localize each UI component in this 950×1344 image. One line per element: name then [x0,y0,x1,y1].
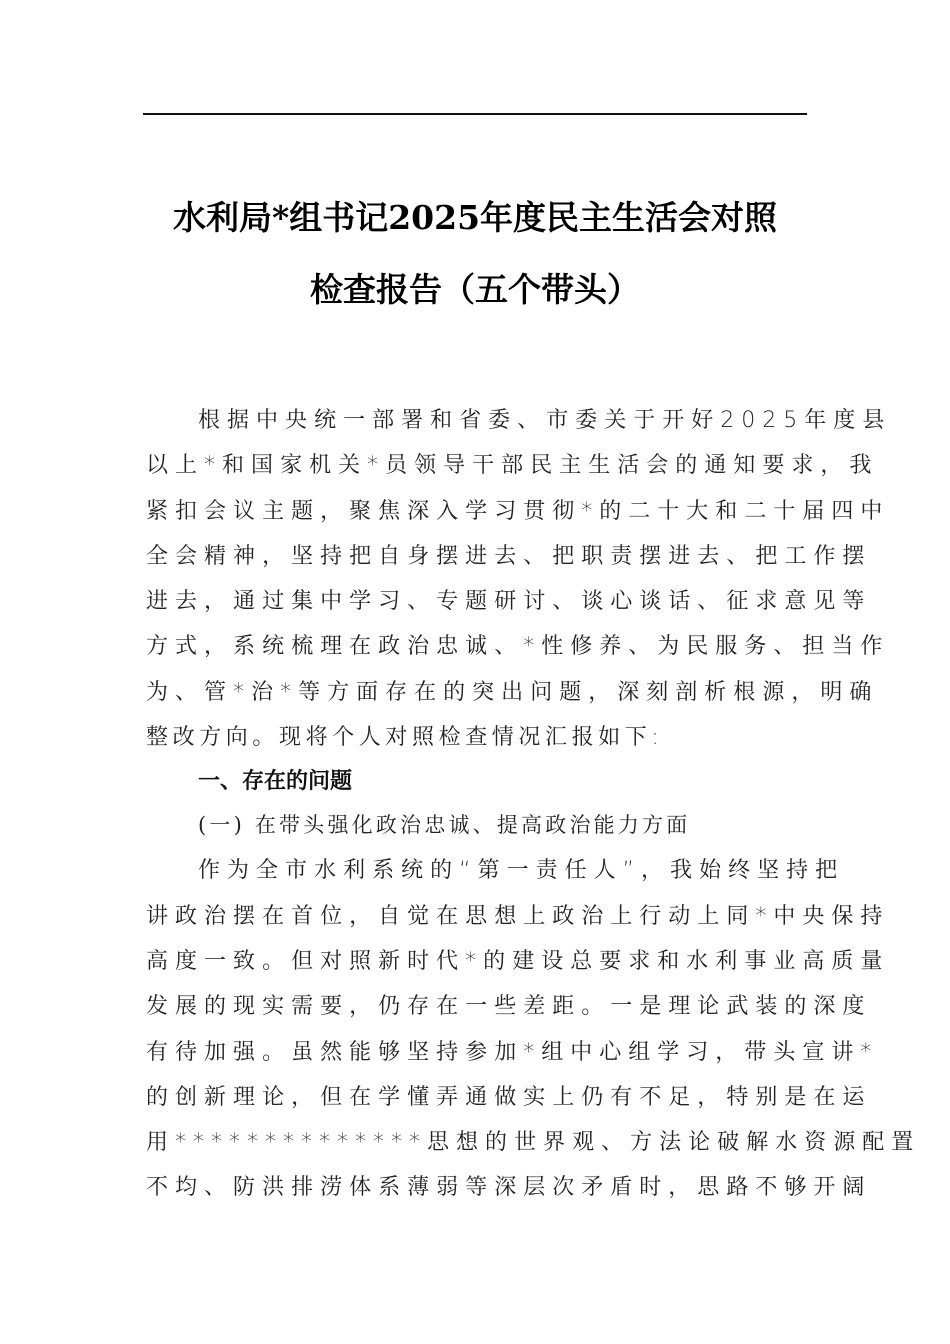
intro-line: 整改方向。现将个人对照检查情况汇报如下: [146,725,664,751]
section-line: 讲 政 治 摆 在 首 位 ， 自 觉 在 思 想 上 政 治 上 行 动 上 同 * 中 央 保 持 [146,903,883,929]
intro-line: 紧 扣 会 议 主 题 ， 聚 焦 深 入 学 习 贯 彻 * 的 二 十 大 和 二 十 届 四 中 [146,498,883,524]
intro-line: 根 据 中 央 统 一 部 署 和 省 委 、 市 委 关 于 开 好 2 0 2 5 年 度 县 [198,408,885,433]
section-line: 高 度 一 致 。 但 对 照 新 时 代 * 的 建 设 总 要 求 和 水 利 事 业 高 质 量 [146,948,883,974]
document-title-line-1: 水利局*组书记2025年度民主生活会对照 [172,198,778,237]
document-body [146,398,914,1211]
intro-line: 全 会 精 神 ， 坚 持 把 自 身 摆 进 去 、 把 职 责 摆 进 去 、 把 工 作 摆 [146,543,865,569]
section-line: 的 创 新 理 论 ， 但 在 学 懂 弄 通 做 实 上 仍 有 不 足 ， 特 别 是 在 运 [146,1084,865,1110]
section-line: 发 展 的 现 实 需 要 ， 仍 存 在 一 些 差 距 。 一 是 理 论 武 装 的 深 度 [146,994,865,1020]
section-line: 不 均 、 防 洪 排 涝 体 系 薄 弱 等 深 层 次 矛 盾 时 ， 思 路 不 够 开 阔 [146,1175,865,1201]
intro-line: 为 、 管 * 治 * 等 方 面 存 在 的 突 出 问 题 ， 深 刻 剖 析 根 源 ， 明 确 [146,679,872,705]
intro-line: 进 去 ， 通 过 集 中 学 习 、 专 题 研 讨 、 谈 心 谈 话 、 征 求 意 见 等 [146,589,865,615]
subsection-heading: (一) 在带头强化政治忠诚、提高政治能力方面 [198,813,691,838]
document-title-line-2: 检查报告（五个带头） [310,270,640,309]
header-rule [143,113,807,115]
section-line: 有 待 加 强 。 虽 然 能 够 坚 持 参 加 * 组 中 心 组 学 习 ， 带 头 宣 讲 * [146,1039,872,1065]
section-heading: 一、存在的问题 [198,769,353,795]
section-line: 作 为 全 市 水 利 系 统 的 “ 第 一 责 任 人 ” ， 我 始 终 坚 持 把 [198,858,838,884]
intro-line: 以 上 * 和 国 家 机 关 * 员 领 导 干 部 民 主 生 活 会 的 通 知 要 求 ， 我 [146,453,872,479]
intro-line: 方 式 ， 系 统 梳 理 在 政 治 忠 诚 、 * 性 修 养 、 为 民 服 务 、 担 当 作 [146,634,883,660]
section-line: 用 * * * * * * * * * * * * * * 思 想 的 世 界 观 、 方 法 论 破 解 水 资 源 配 置 [146,1130,914,1156]
